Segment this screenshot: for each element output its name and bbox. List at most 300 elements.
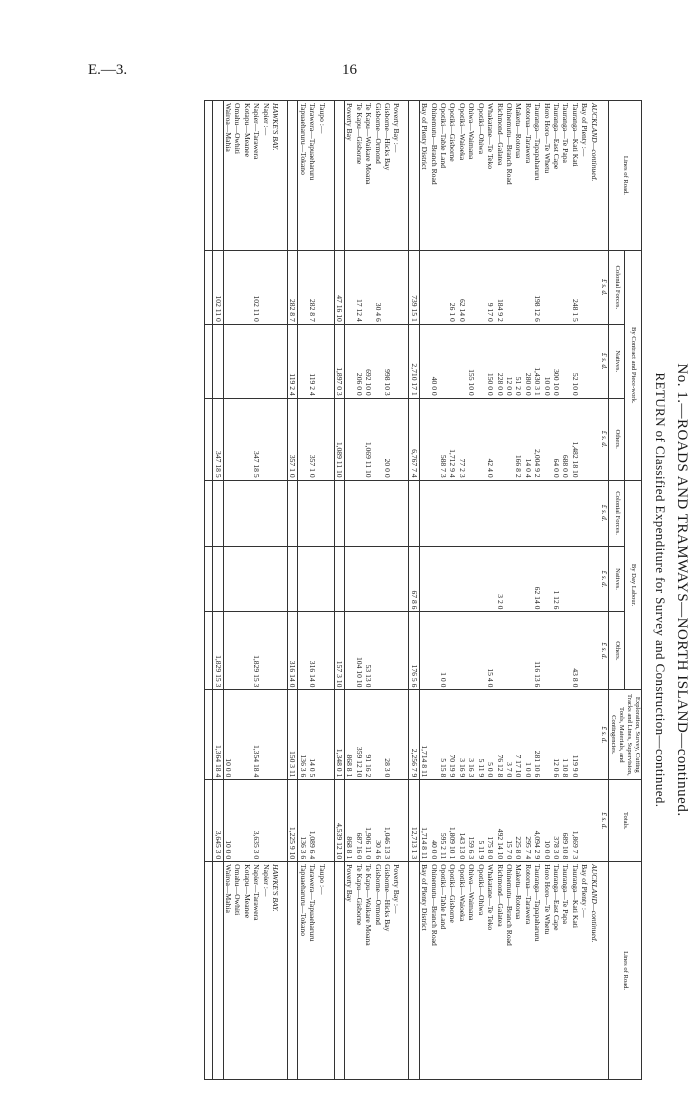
row-gap	[401, 101, 409, 1080]
total-expl: 150 3 11	[288, 690, 298, 780]
empty-cell	[392, 250, 401, 324]
gap-cell	[205, 480, 213, 546]
table-row	[495, 101, 504, 1080]
gap-cell	[280, 612, 288, 690]
value-c-cf	[514, 250, 523, 324]
units-spacer	[599, 862, 609, 1080]
value-d-cf	[364, 480, 373, 546]
value-d-cf	[552, 480, 561, 546]
empty-cell	[271, 250, 280, 324]
value-c-oth	[429, 398, 438, 480]
value-d-oth	[429, 612, 438, 690]
road-name: Opotiki—Table Land	[439, 101, 448, 251]
table-row	[439, 101, 448, 1080]
value-c-oth: 77 2 3	[458, 398, 467, 480]
value-c-oth: 357 1 0	[308, 398, 317, 480]
value-c-cf: 184 9 2	[495, 250, 504, 324]
value-total: 175 8 0	[486, 780, 495, 862]
district-label: Napier :—	[261, 101, 270, 251]
total-d-nat	[334, 546, 344, 612]
total-c-oth: 357 1 0	[288, 398, 298, 480]
empty-cell	[317, 690, 326, 780]
road-name-right: Tapuaeharuru—Tokano	[298, 862, 308, 1080]
gap-cell	[327, 250, 335, 324]
value-expl: 7 17 10	[514, 690, 523, 780]
road-name: Te Kapu—Waikare Moana	[364, 101, 373, 251]
empty-cell	[261, 324, 270, 398]
road-name-right: Gisborne—Hicks Bay	[383, 862, 392, 1080]
value-c-nat	[242, 324, 251, 398]
value-d-oth	[242, 612, 251, 690]
value-d-oth	[458, 612, 467, 690]
header-contract-others: Others.	[609, 398, 626, 480]
value-c-cf	[233, 250, 242, 324]
gap-cell	[401, 101, 409, 251]
gap-cell	[327, 546, 335, 612]
row-dist	[317, 101, 326, 1080]
header-by-contract: By Contract and Piece-work.	[625, 250, 642, 480]
empty-cell	[589, 324, 598, 398]
table-body	[205, 101, 609, 1080]
value-c-oth	[467, 398, 476, 480]
value-total: 689 10 8	[561, 780, 570, 862]
total-d-cf	[409, 480, 419, 546]
units-cell: £ s. d.	[599, 612, 609, 690]
header-lines-of-road-right: Lines of Road.	[609, 862, 642, 1080]
row-gap	[327, 101, 335, 1080]
table-row	[561, 101, 570, 1080]
value-c-oth	[223, 398, 233, 480]
value-d-oth	[542, 612, 551, 690]
value-d-oth: 104 10 10	[354, 612, 363, 690]
value-d-nat	[345, 546, 355, 612]
value-c-nat	[476, 324, 485, 398]
row-dist	[392, 101, 401, 1080]
value-c-oth: 64 0 0	[552, 398, 561, 480]
value-expl: 281 10 6	[533, 690, 542, 780]
value-c-oth	[419, 398, 429, 480]
empty-cell	[261, 546, 270, 612]
units-cell: £ s. d.	[599, 546, 609, 612]
gap-cell	[327, 690, 335, 780]
empty-cell	[580, 324, 589, 398]
value-d-cf	[486, 480, 495, 546]
value-expl: 76 12 8	[495, 690, 504, 780]
value-expl: 28 3 0	[383, 690, 392, 780]
table-title: No. 1.—ROADS AND TRAMWAYS—NORTH ISLAND—continued.	[674, 363, 690, 817]
value-d-cf	[533, 480, 542, 546]
road-name: Tauranga—Tapapaharuru	[533, 101, 542, 251]
value-c-nat	[439, 324, 448, 398]
value-c-nat: 998 10 3	[383, 324, 392, 398]
value-c-oth: 2,004 9 2	[533, 398, 542, 480]
value-c-oth: 14 0 4	[523, 398, 532, 480]
value-c-oth	[373, 398, 382, 480]
value-d-oth	[448, 612, 457, 690]
gap-cell	[205, 250, 213, 324]
gap-cell	[280, 480, 288, 546]
value-total: 868 8 1	[345, 780, 355, 862]
value-c-nat: 228 0 0	[495, 324, 504, 398]
gap-cell	[280, 546, 288, 612]
value-expl: 1 10 8	[561, 690, 570, 780]
empty-cell	[317, 398, 326, 480]
value-c-nat: 155 10 0	[467, 324, 476, 398]
gap-cell	[205, 101, 213, 251]
value-d-cf	[419, 480, 429, 546]
value-expl: 5 15 8	[439, 690, 448, 780]
road-name: Ohiwa—Waimana	[467, 101, 476, 251]
row-sec	[589, 101, 598, 1080]
value-c-cf	[223, 250, 233, 324]
district-label-right: Bay of Plenty :—	[580, 862, 589, 1080]
value-total	[242, 780, 251, 862]
total-c-cf: 282 8 7	[288, 250, 298, 324]
value-total: 595 2 11	[439, 780, 448, 862]
value-c-nat	[561, 324, 570, 398]
empty-cell	[317, 324, 326, 398]
table-row	[505, 101, 514, 1080]
value-d-cf	[523, 480, 532, 546]
value-c-cf	[298, 250, 308, 324]
total-expl: 1,348 0 1	[334, 690, 344, 780]
total-d-oth: 1,829 15 3	[213, 612, 223, 690]
value-d-cf	[354, 480, 363, 546]
value-d-oth	[523, 612, 532, 690]
row-gap	[205, 101, 213, 1080]
total-total: 12,713 1 3	[409, 780, 419, 862]
value-d-nat	[233, 546, 242, 612]
district-label-right: Napier :—	[261, 862, 270, 1080]
value-c-nat	[458, 324, 467, 398]
header-contract-colonial-forces: Colonial Forces.	[609, 250, 626, 324]
empty-cell	[392, 546, 401, 612]
road-name-right: Rotorua—Tarawera	[523, 862, 532, 1080]
road-name: Omahu—Owhiti	[233, 101, 242, 251]
value-c-cf: 30 4 6	[373, 250, 382, 324]
gap-cell	[401, 780, 409, 862]
value-c-nat: 52 10 0	[570, 324, 579, 398]
value-c-nat	[233, 324, 242, 398]
road-name: Kotapu—Meanee	[242, 101, 251, 251]
value-total: 143 13 0	[458, 780, 467, 862]
value-d-oth	[298, 612, 308, 690]
value-d-nat	[448, 546, 457, 612]
value-c-nat	[223, 324, 233, 398]
value-d-nat	[308, 546, 317, 612]
gap-cell	[205, 690, 213, 780]
road-name: Wairoa—Mahia	[223, 101, 233, 251]
road-name-right: Opotiki—Waioeka	[458, 862, 467, 1080]
table-row	[458, 101, 467, 1080]
value-d-cf	[429, 480, 438, 546]
value-c-cf: 62 14 0	[458, 250, 467, 324]
empty-cell	[317, 780, 326, 862]
value-expl: 5 0 0	[486, 690, 495, 780]
value-d-cf	[542, 480, 551, 546]
value-expl: 868 8 1	[345, 690, 355, 780]
empty-cell	[589, 690, 598, 780]
total-c-cf: 739 15 1	[409, 250, 419, 324]
value-d-nat	[383, 546, 392, 612]
empty-cell	[589, 398, 598, 480]
row-dist	[580, 101, 589, 1080]
value-c-nat: 10 0 0	[542, 324, 551, 398]
value-d-nat	[354, 546, 363, 612]
value-total: 30 4 6	[373, 780, 382, 862]
value-d-cf	[252, 480, 261, 546]
row-tot	[288, 101, 298, 1080]
total-c-oth: 6,767 7 4	[409, 398, 419, 480]
empty-cell	[589, 546, 598, 612]
total-total: 4,539 12 10	[334, 780, 344, 862]
value-c-oth	[505, 398, 514, 480]
empty-cell	[392, 780, 401, 862]
value-d-cf	[570, 480, 579, 546]
value-d-cf	[298, 480, 308, 546]
road-name: Napier—Tarawera	[252, 101, 261, 251]
value-d-nat: 3 2 0	[495, 546, 504, 612]
value-d-oth: 43 8 0	[570, 612, 579, 690]
district-label: Poverty Bay :—	[392, 101, 401, 251]
table-row	[523, 101, 532, 1080]
table-row	[429, 101, 438, 1080]
gap-cell	[401, 250, 409, 324]
value-c-nat: 300 10 0	[552, 324, 561, 398]
value-total: 4,094 2 9	[533, 780, 542, 862]
table-row	[570, 101, 579, 1080]
road-name-right: Maketu—Rotorua	[514, 862, 523, 1080]
value-total: 10 0 0	[223, 780, 233, 862]
row-units	[599, 101, 609, 1080]
value-total: 1,089 6 4	[308, 780, 317, 862]
table-row	[298, 101, 308, 1080]
value-total	[233, 780, 242, 862]
value-c-oth: 588 7 3	[439, 398, 448, 480]
value-c-nat	[298, 324, 308, 398]
value-d-oth	[419, 612, 429, 690]
total-d-nat: 67 8 6	[409, 546, 419, 612]
empty-cell	[271, 780, 280, 862]
road-name-right: Tauranga—East Cape	[552, 862, 561, 1080]
value-d-nat	[570, 546, 579, 612]
units-cell: £ s. d.	[599, 690, 609, 780]
gap-cell	[327, 612, 335, 690]
road-name-right: Ohiwa—Waimana	[467, 862, 476, 1080]
gap-cell	[205, 780, 213, 862]
table-row	[533, 101, 542, 1080]
header-lines-of-road-left: Lines of Road.	[609, 101, 642, 251]
value-expl: 91 16 2	[364, 690, 373, 780]
value-total: 492 14 10	[495, 780, 504, 862]
table-row	[486, 101, 495, 1080]
value-expl	[233, 690, 242, 780]
empty-cell	[580, 480, 589, 546]
value-total: 159 6 3	[467, 780, 476, 862]
road-name: Gisborne—Ormond	[373, 101, 382, 251]
empty-cell	[271, 324, 280, 398]
empty-cell	[271, 398, 280, 480]
value-total: 225 8 0	[514, 780, 523, 862]
value-d-oth: 1,829 15 3	[252, 612, 261, 690]
district-label: Bay of Plenty :—	[580, 101, 589, 251]
section-heading-right: AUCKLAND—continued.	[589, 862, 598, 1080]
value-c-oth	[476, 398, 485, 480]
value-c-cf	[429, 250, 438, 324]
table-row	[476, 101, 485, 1080]
road-name: Opotiki—Waioeka	[458, 101, 467, 251]
row-tot	[213, 101, 223, 1080]
road-name-right: Poverty Bay	[345, 862, 355, 1080]
units-cell: £ s. d.	[599, 250, 609, 324]
road-name-right: Tauranga—Te Papa	[561, 862, 570, 1080]
empty-cell	[392, 398, 401, 480]
units-cell: £ s. d.	[599, 480, 609, 546]
value-c-oth: 347 18 5	[252, 398, 261, 480]
value-c-nat	[252, 324, 261, 398]
value-c-cf: 102 11 0	[252, 250, 261, 324]
value-total: 3,635 3 0	[252, 780, 261, 862]
total-label-spacer	[409, 101, 419, 251]
value-d-oth	[514, 612, 523, 690]
road-name: Te Kapu—Gisborne	[354, 101, 363, 251]
road-name: Poverty Bay	[345, 101, 355, 251]
total-c-nat: 1,897 0 3	[334, 324, 344, 398]
empty-cell	[261, 780, 270, 862]
value-c-nat: 40 0 0	[429, 324, 438, 398]
gap-cell	[327, 780, 335, 862]
row-dist	[261, 101, 270, 1080]
empty-cell	[392, 690, 401, 780]
gap-cell	[401, 612, 409, 690]
value-d-cf	[373, 480, 382, 546]
row-tot	[409, 101, 419, 1080]
value-d-oth	[476, 612, 485, 690]
value-expl: 5 11 9	[476, 690, 485, 780]
gap-cell	[401, 690, 409, 780]
value-expl: 136 3 6	[298, 690, 308, 780]
value-c-oth	[495, 398, 504, 480]
value-expl: 3 7 0	[505, 690, 514, 780]
value-c-oth	[242, 398, 251, 480]
value-d-cf	[458, 480, 467, 546]
road-name: Tapuaeharuru—Tokano	[298, 101, 308, 251]
value-expl	[373, 690, 382, 780]
road-name: Bay of Plenty District	[419, 101, 429, 251]
total-label-spacer	[334, 101, 344, 251]
value-d-nat	[373, 546, 382, 612]
road-name-right: Ohinemutu—Branch Road	[505, 862, 514, 1080]
road-name: Richmond—Galatea	[495, 101, 504, 251]
value-d-nat	[252, 546, 261, 612]
value-total: 1,869 7 3	[570, 780, 579, 862]
value-c-nat: 150 0 0	[486, 324, 495, 398]
value-c-nat: 206 0 0	[354, 324, 363, 398]
table-row	[345, 101, 355, 1080]
value-c-nat: 1,430 3 1	[533, 324, 542, 398]
value-c-nat: 280 0 0	[523, 324, 532, 398]
value-d-oth: 1 0 0	[439, 612, 448, 690]
value-c-nat: 119 2 4	[308, 324, 317, 398]
value-expl: 12 0 6	[552, 690, 561, 780]
empty-cell	[589, 480, 598, 546]
value-d-nat	[542, 546, 551, 612]
road-name: Tarawera—Tapuaeharuru	[308, 101, 317, 251]
section-heading: HAWKE'S BAY.	[271, 101, 280, 251]
value-d-oth	[505, 612, 514, 690]
value-total: 1,906 11 0	[364, 780, 373, 862]
road-name-right: Horo Horo—Te Whetu	[542, 862, 551, 1080]
table-row	[448, 101, 457, 1080]
road-name: Opotiki—Gisborne	[448, 101, 457, 251]
value-total: 10 0 0	[542, 780, 551, 862]
value-d-nat	[561, 546, 570, 612]
empty-cell	[580, 780, 589, 862]
value-c-oth	[542, 398, 551, 480]
road-name: Rotorua—Tarawera	[523, 101, 532, 251]
total-label-spacer	[334, 862, 344, 1080]
road-name-right: Kotapu—Meanee	[242, 862, 251, 1080]
empty-cell	[317, 546, 326, 612]
total-expl: 2,256 7 9	[409, 690, 419, 780]
value-c-cf	[542, 250, 551, 324]
value-c-cf	[383, 250, 392, 324]
gap-cell	[280, 780, 288, 862]
empty-cell	[317, 480, 326, 546]
value-total: 687 16 0	[354, 780, 363, 862]
header-exploration: Exploration, Survey, Cutting Tracks and Lines, Supervision, Tools, Materials, and Contingencies.	[609, 690, 642, 780]
district-label-right: Taupo :—	[317, 862, 326, 1080]
gap-cell	[401, 862, 409, 1080]
district-label: Taupo :—	[317, 101, 326, 251]
empty-cell	[392, 480, 401, 546]
gap-cell	[327, 862, 335, 1080]
total-d-cf	[213, 480, 223, 546]
value-d-cf	[561, 480, 570, 546]
table-row	[467, 101, 476, 1080]
empty-cell	[580, 612, 589, 690]
gap-cell	[401, 480, 409, 546]
value-d-oth	[467, 612, 476, 690]
table-row	[308, 101, 317, 1080]
empty-cell	[271, 690, 280, 780]
value-d-oth: 316 14 0	[308, 612, 317, 690]
value-d-cf	[345, 480, 355, 546]
road-name: Ohinemutu—Branch Road	[505, 101, 514, 251]
road-name: Tauranga—East Cape	[552, 101, 561, 251]
gap-cell	[205, 612, 213, 690]
empty-cell	[589, 250, 598, 324]
empty-cell	[392, 324, 401, 398]
value-d-nat	[523, 546, 532, 612]
total-d-oth: 157 3 10	[334, 612, 344, 690]
table-row	[542, 101, 551, 1080]
empty-cell	[580, 690, 589, 780]
table-row	[223, 101, 233, 1080]
page-number: 16	[342, 62, 357, 78]
value-c-oth	[298, 398, 308, 480]
value-d-nat	[458, 546, 467, 612]
empty-cell	[589, 780, 598, 862]
value-expl: 1 0 0	[523, 690, 532, 780]
value-c-cf: 17 12 4	[354, 250, 363, 324]
road-name-right: Tarawera—Tapuaeharuru	[308, 862, 317, 1080]
gap-cell	[327, 398, 335, 480]
total-d-oth: 176 5 6	[409, 612, 419, 690]
value-d-cf	[223, 480, 233, 546]
value-c-cf	[552, 250, 561, 324]
expenditure-table	[204, 100, 642, 1080]
